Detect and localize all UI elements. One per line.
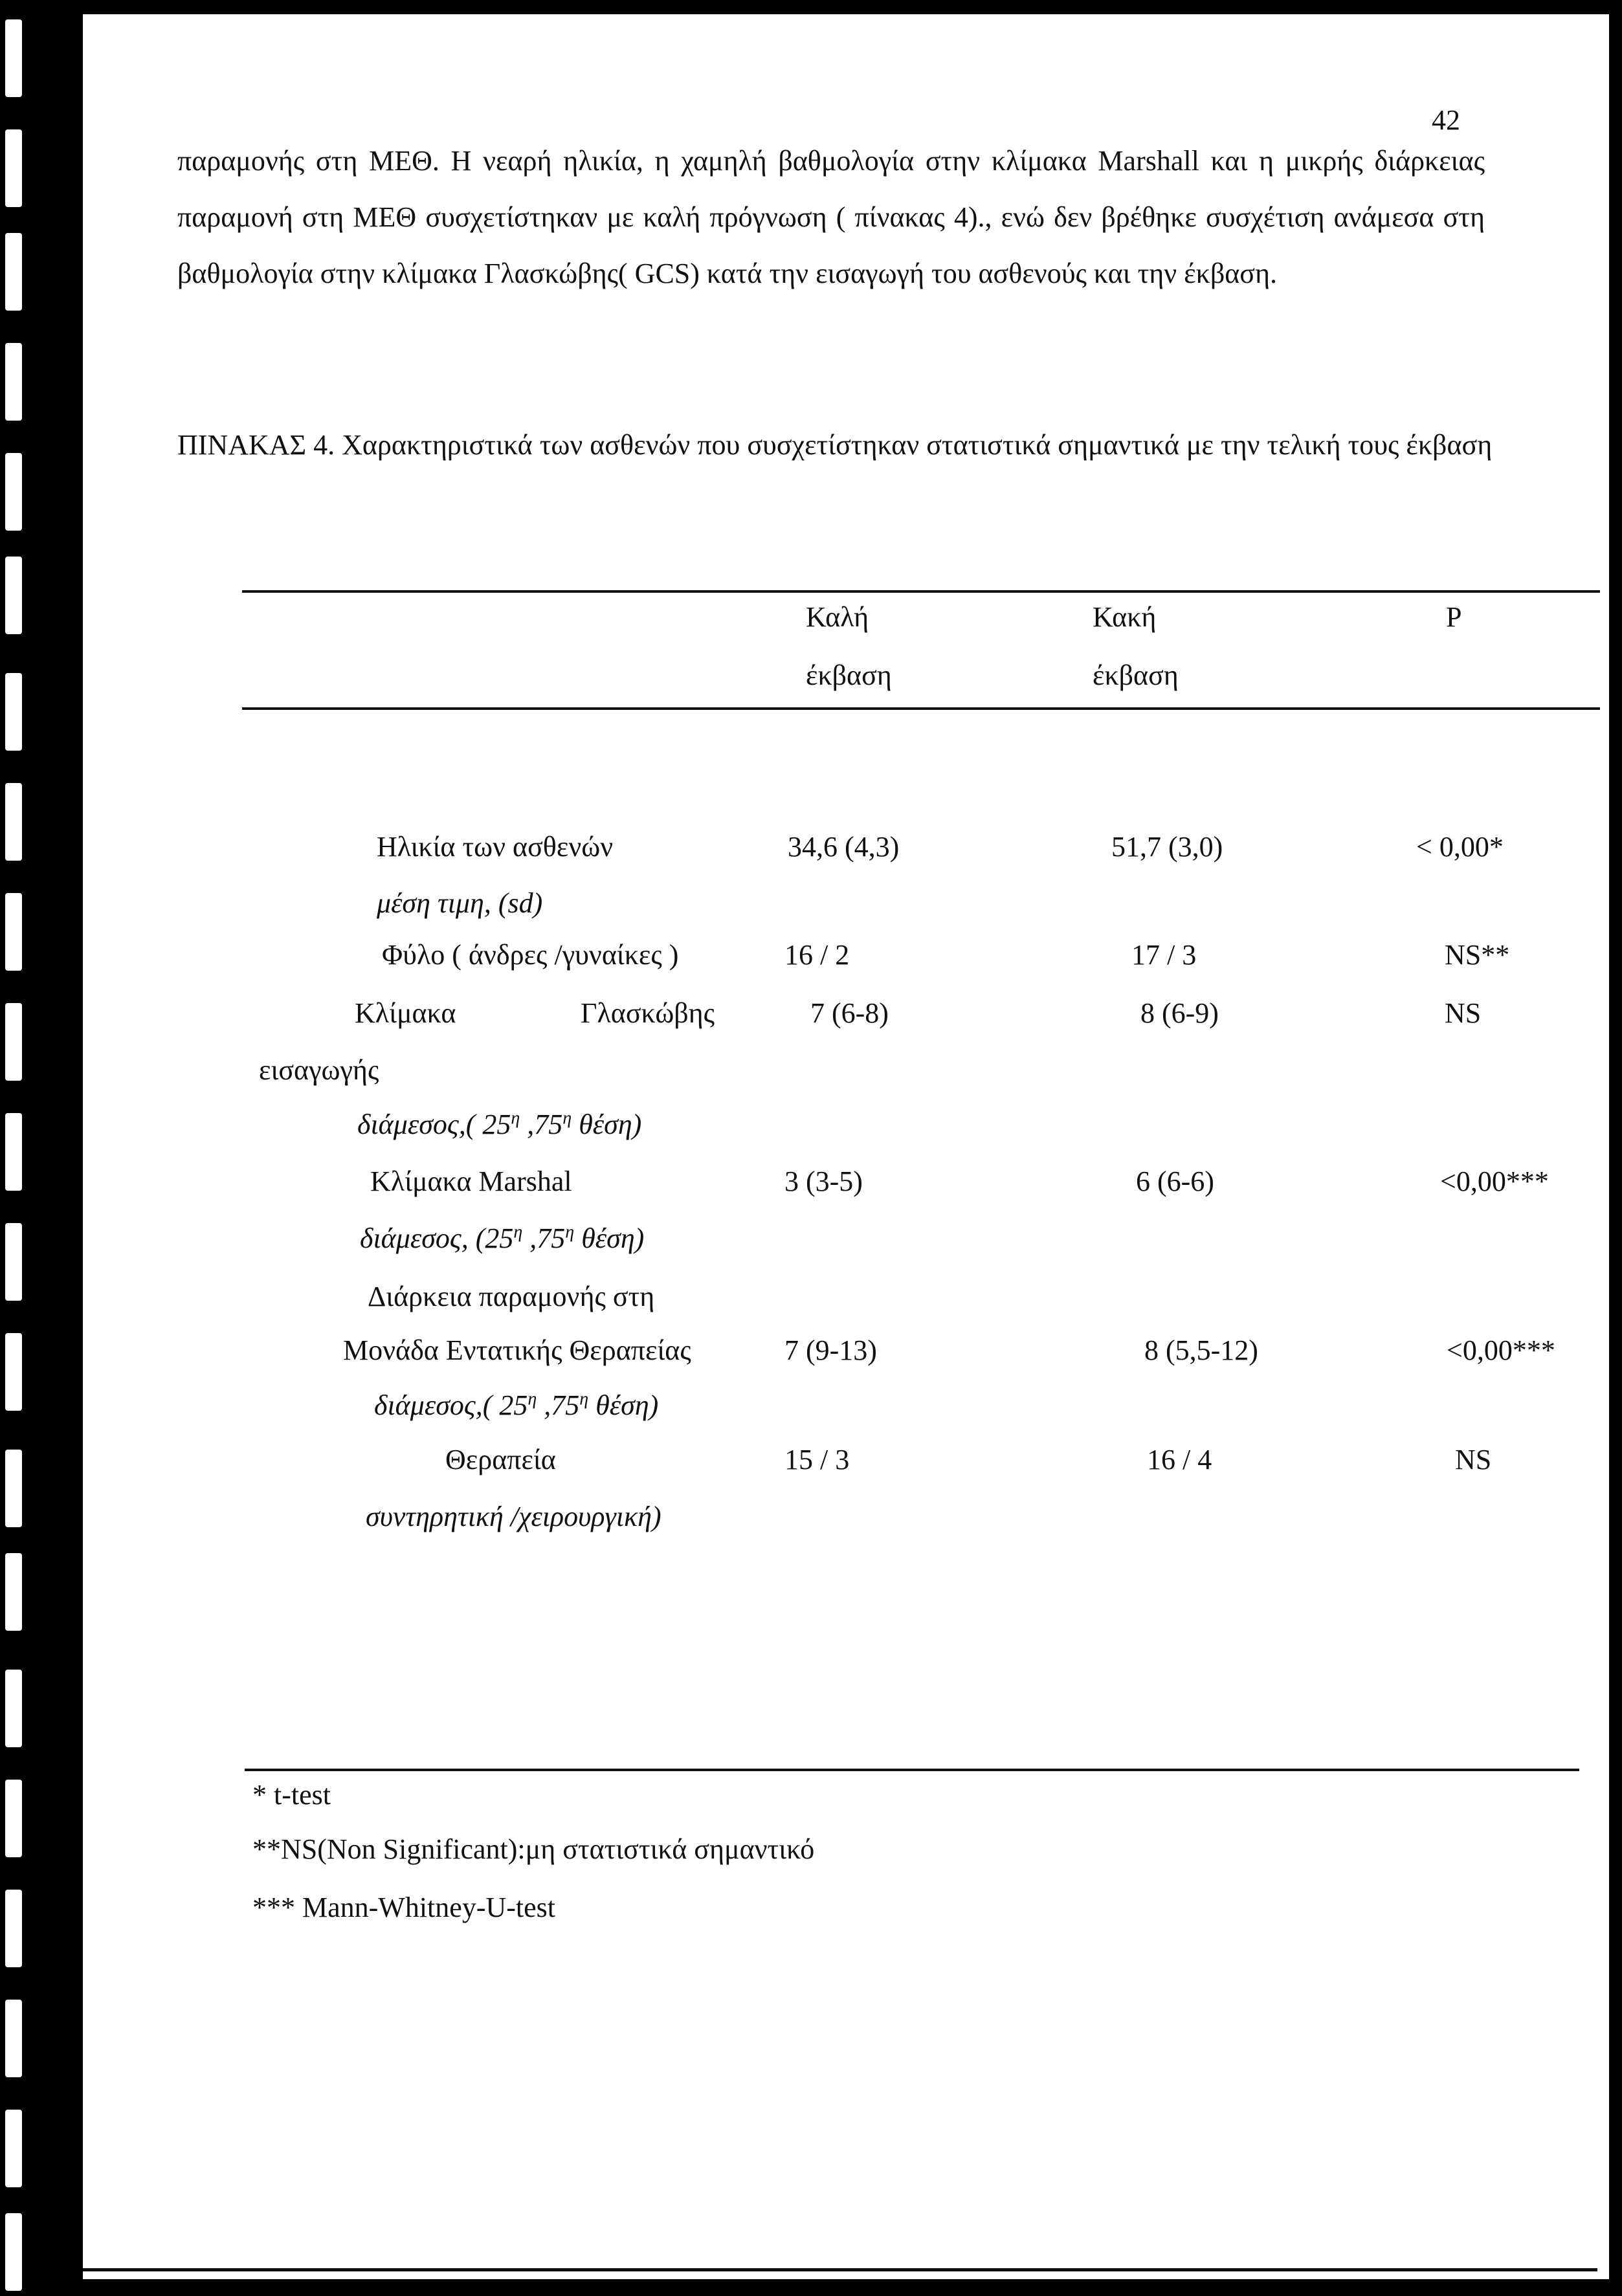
value-p: NS** <box>1445 939 1510 971</box>
row-label: Ηλικία των ασθενών <box>377 831 614 863</box>
superscript: η <box>511 1108 520 1129</box>
bottom-border-line <box>83 2268 1597 2271</box>
row-sublabel <box>357 1108 641 1141</box>
sublabel-mid: ,75 <box>537 1389 580 1421</box>
superscript: η <box>528 1389 537 1409</box>
header-good-2: έκβαση <box>806 659 892 691</box>
value-p: NS <box>1445 997 1482 1029</box>
value-p: <0,00*** <box>1447 1334 1555 1366</box>
row-label-2: Μονάδα Εντατικής Θεραπείας <box>343 1334 691 1366</box>
footnote-3: *** Mann-Whitney-U-test <box>252 1892 555 1923</box>
row-sublabel <box>360 1222 644 1255</box>
superscript: η <box>565 1222 575 1242</box>
sublabel-mid: ,75 <box>522 1222 566 1254</box>
value-bad: 6 (6-6) <box>1136 1165 1214 1197</box>
header-good-1: Καλή <box>806 601 869 633</box>
row-label-a: Κλίμακα <box>355 997 456 1029</box>
value-bad: 17 / 3 <box>1131 939 1197 971</box>
row-label: Φύλο ( άνδρες /γυναίκες ) <box>382 939 679 971</box>
value-p: <0,00*** <box>1440 1165 1549 1197</box>
row-label: Θεραπεία <box>445 1444 556 1475</box>
header-p: P <box>1446 601 1462 633</box>
table-header-rule <box>242 707 1600 710</box>
row-sublabel: μέση τιμη, (sd) <box>377 887 543 919</box>
value-good: 34,6 (4,3) <box>788 831 900 863</box>
row-label-1: Διάρκεια παραμονής στη <box>368 1281 655 1312</box>
value-good: 7 (6-8) <box>810 997 889 1029</box>
sublabel-end: θέση) <box>588 1389 659 1421</box>
value-good: 3 (3-5) <box>784 1165 863 1197</box>
footnote-2: **NS(Non Significant):μη στατιστικά σημαντικό <box>252 1833 815 1865</box>
header-bad-1: Κακή <box>1093 601 1157 633</box>
document-page <box>83 14 1609 2279</box>
body-paragraph: παραμονής στη ΜΕΘ. Η νεαρή ηλικία, η χαμηλή βαθμολογία στην κλίμακα Marshall και η μικρής διάρκειας παραμονή στη ΜΕΘ συσχετίστηκαν με καλή πρόγνωση ( πίνακας 4)., ενώ δεν βρέθηκε συσχέτιση ανάμεσα στη βαθμολογία στην κλίμακα Γλασκώβης( GCS) κατά την εισαγωγή του ασθενούς και την έκβαση. <box>177 145 1485 289</box>
table-caption: ΠΙΝΑΚΑΣ 4. Χαρακτηριστικά των ασθενών που συσχετίστηκαν στατιστικά σημαντικά με την τελική τους έκβαση <box>177 429 1493 461</box>
sublabel-mid: ,75 <box>520 1109 563 1140</box>
row-sublabel <box>374 1389 658 1422</box>
sublabel-end: θέση) <box>574 1222 645 1254</box>
row-sublabel: συντηρητική /χειρουργική) <box>366 1501 661 1532</box>
value-bad: 8 (6-9) <box>1140 997 1219 1029</box>
superscript: η <box>513 1222 523 1242</box>
sublabel-end: θέση) <box>572 1109 642 1140</box>
value-bad: 51,7 (3,0) <box>1111 831 1223 863</box>
value-good: 7 (9-13) <box>784 1334 877 1366</box>
row-label-c: εισαγωγής <box>259 1054 379 1086</box>
superscript: η <box>579 1389 589 1409</box>
value-bad: 16 / 4 <box>1147 1444 1212 1475</box>
value-good: 15 / 3 <box>784 1444 850 1475</box>
value-good: 16 / 2 <box>784 939 850 971</box>
table-top-rule <box>242 590 1600 593</box>
row-label-b: Γλασκώβης <box>581 997 715 1029</box>
header-bad-2: έκβαση <box>1093 659 1179 691</box>
footnote-1: * t-test <box>252 1779 331 1811</box>
value-bad: 8 (5,5-12) <box>1144 1334 1258 1366</box>
value-p: NS <box>1455 1444 1492 1475</box>
row-label: Κλίμακα Marshal <box>370 1165 572 1197</box>
footnote-rule <box>245 1769 1579 1771</box>
value-p: < 0,00* <box>1416 831 1504 863</box>
sublabel-start: διάμεσος,( 25 <box>357 1109 511 1140</box>
page-number: 42 <box>1432 104 1460 136</box>
sublabel-start: διάμεσος,( 25 <box>374 1389 528 1421</box>
sublabel-start: διάμεσος, (25 <box>360 1222 514 1254</box>
superscript: η <box>562 1108 572 1129</box>
